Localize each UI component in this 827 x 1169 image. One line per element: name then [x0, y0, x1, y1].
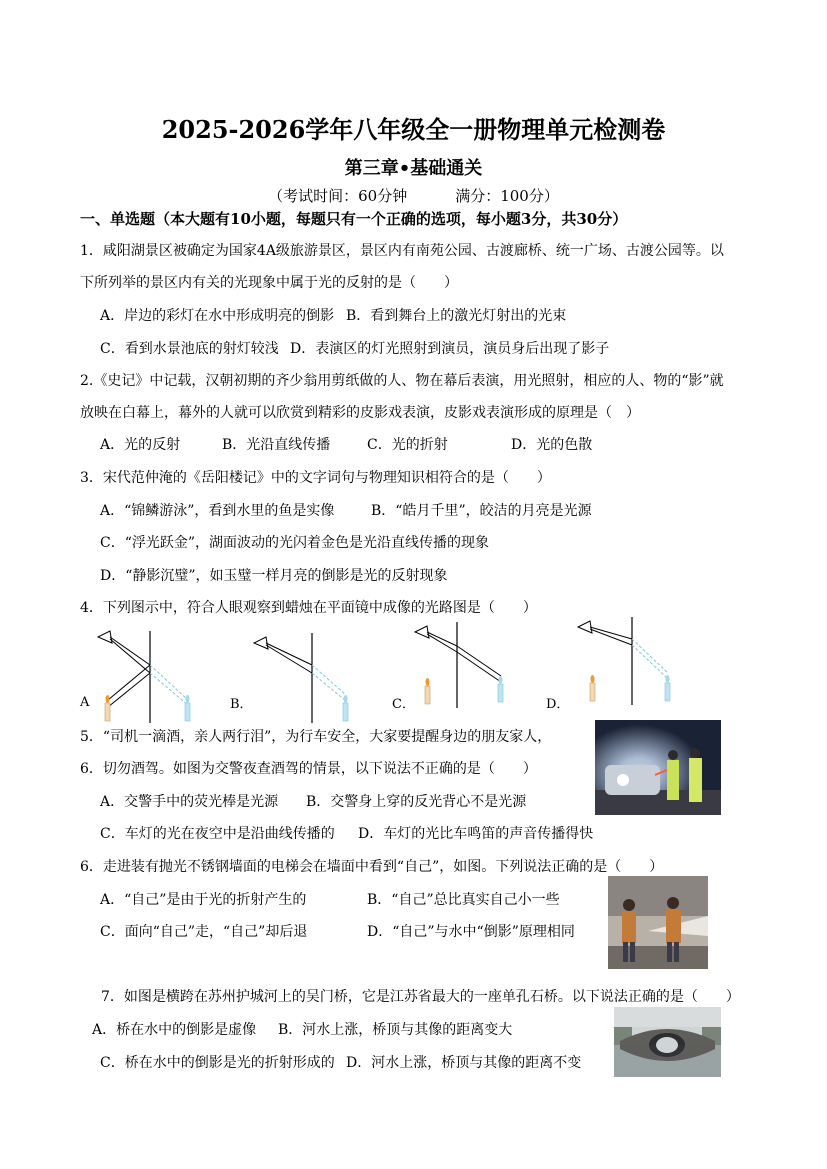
q3-option-c: C．“浮光跃金”，湖面波动的光闪着金色是光沿直线传播的现象: [100, 535, 490, 551]
q5-option-c: C．车灯的光在夜空中是沿曲线传播的: [100, 826, 335, 842]
q3-option-a: A．“锦鳞游泳”，看到水里的鱼是实像: [100, 503, 335, 519]
q2-option-d: D．光的色散: [511, 437, 593, 453]
q3-option-b: B．“皓月千里”，皎洁的月亮是光源: [371, 503, 592, 519]
q3-stem: 3．宋代范仲淹的《岳阳楼记》中的文字词句与物理知识相符合的是（ ）: [80, 470, 551, 486]
q1-option-b: B．看到舞台上的激光灯射出的光束: [346, 308, 567, 324]
q2-option-c: C．光的折射: [367, 437, 448, 453]
full-score: 满分：100分）: [455, 187, 559, 205]
diagram-a-label: A: [80, 695, 90, 710]
q5-option-a: A．交警手中的荧光棒是光源: [100, 794, 279, 810]
q7-option-a: A．桥在水中的倒影是虚像: [92, 1022, 257, 1038]
q1-stem-line1: 1．咸阳湖景区被确定为国家4A级旅游景区，景区内有南苑公园、古渡廊桥、统一广场、古渡公园等。以: [80, 243, 724, 259]
page-title: 2025-2026学年八年级全一册物理单元检测卷: [161, 115, 666, 144]
diagram-d-label: D．: [546, 697, 570, 712]
diagram-d: [570, 615, 680, 707]
q1-option-d: D．表演区的灯光照射到演员，演员身后出现了影子: [290, 341, 610, 357]
q6-option-d: D．“自己”与水中“倒影”原理相同: [367, 924, 575, 940]
q5-option-d: D．车灯的光比车鸣笛的声音传播得快: [358, 826, 594, 842]
q1-stem-line2: 下所列举的景区内有关的光现象中属于光的反射的是（ ）: [80, 275, 458, 291]
q7-option-c: C．桥在水中的倒影是光的折射形成的: [100, 1055, 335, 1071]
q2-stem-line2: 放映在白幕上，幕外的人就可以欣赏到精彩的皮影戏表演，皮影戏表演形成的原理是（ ）: [80, 405, 640, 421]
q6-option-c: C．面向“自己”走，“自己”却后退: [100, 924, 308, 940]
exam-info: [0, 185, 827, 206]
q6-stem: 6．走进装有抛光不锈钢墙面的电梯会在墙面中看到“自己”，如图。下列说法正确的是（ ）: [80, 859, 664, 875]
q4-stem: 4．下列图示中，符合人眼观察到蜡烛在平面镜中成像的光路图是（ ）: [80, 600, 537, 616]
q1-option-c: C．看到水景池底的射灯较浅: [100, 341, 279, 357]
diagram-c: [405, 620, 515, 710]
diagram-b-label: B．: [230, 697, 253, 712]
section-heading: 一、单选题（本大题有10小题，每题只有一个正确的选项，每小题3分，共30分）: [80, 210, 628, 228]
q7-option-d: D．河水上涨，桥顶与其像的距离不变: [346, 1055, 582, 1071]
bridge-photo: [614, 1007, 721, 1077]
diagram-b: [246, 625, 356, 725]
q6-option-a: A．“自己”是由于光的折射产生的: [100, 892, 307, 908]
q7-stem: 7．如图是横跨在苏州护城河上的吴门桥，它是江苏省最大的一座单孔石桥。以下说法正确的是（ ）: [101, 989, 740, 1005]
q1-option-a: A．岸边的彩灯在水中形成明亮的倒影: [100, 308, 335, 324]
elevator-mirror-photo: [608, 876, 708, 969]
diagram-a: [92, 625, 202, 725]
q6-option-b: B．“自己”总比真实自己小一些: [367, 892, 560, 908]
exam-time: （考试时间：60分钟: [268, 187, 408, 205]
q5-stem-line2: 6．切勿酒驾。如图为交警夜查酒驾的情景，以下说法不正确的是（ ）: [80, 761, 537, 777]
q3-option-d: D．“静影沉璧”，如玉璧一样月亮的倒影是光的反射现象: [100, 568, 448, 584]
diagram-c-label: C．: [392, 697, 415, 712]
police-checkpoint-photo: [595, 720, 721, 815]
page-subtitle: 第三章•基础通关: [344, 158, 483, 179]
q2-option-a: A．光的反射: [100, 437, 181, 453]
q5-option-b: B．交警身上穿的反光背心不是光源: [306, 794, 527, 810]
q5-stem-line1: 5．“司机一滴酒，亲人两行泪”，为行车安全，大家要提醒身边的朋友家人，: [80, 729, 552, 745]
q2-stem-line1: 2.《史记》中记载，汉朝初期的齐少翁用剪纸做的人、物在幕后表演，用光照射，相应的人、物的“影”就: [80, 373, 724, 389]
q7-option-b: B．河水上涨，桥顶与其像的距离变大: [278, 1022, 513, 1038]
q2-option-b: B．光沿直线传播: [222, 437, 331, 453]
